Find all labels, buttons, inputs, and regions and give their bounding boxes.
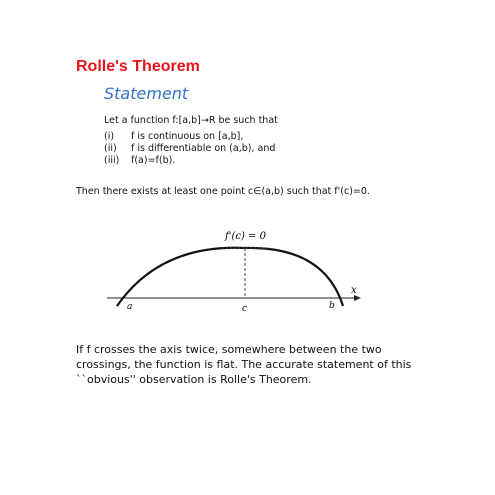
- condition-text: f(a)=f(b).: [131, 155, 176, 166]
- paragraph-line: crossings, the function is flat. The accurate statement of this: [76, 358, 412, 371]
- section-subtitle: Statement: [104, 84, 189, 103]
- x-axis-label: x: [351, 285, 357, 296]
- statement-conclusion: Then there exists at least one point c∈(a,b) such that f'(c)=0.: [76, 186, 370, 197]
- c-label: c: [242, 304, 248, 314]
- explanation-paragraph: [76, 342, 436, 387]
- b-label: b: [329, 301, 335, 311]
- function-curve: [117, 248, 343, 306]
- condition-number: (i): [104, 131, 115, 142]
- statement-intro: Let a function f:[a,b]→R be such that: [104, 115, 278, 126]
- condition-text: f is continuous on [a,b],: [131, 131, 244, 142]
- page-title: Rolle's Theorem: [76, 58, 200, 75]
- paragraph-line: ``obvious'' observation is Rolle's Theorem.: [76, 373, 312, 386]
- derivative-label: f'(c) = 0: [225, 231, 266, 242]
- condition-text: f is differentiable on (a,b), and: [131, 143, 276, 154]
- paragraph-line: If f crosses the axis twice, somewhere between the two: [76, 343, 382, 356]
- condition-number: (iii): [104, 155, 120, 166]
- a-label: a: [127, 302, 133, 312]
- condition-number: (ii): [104, 143, 117, 154]
